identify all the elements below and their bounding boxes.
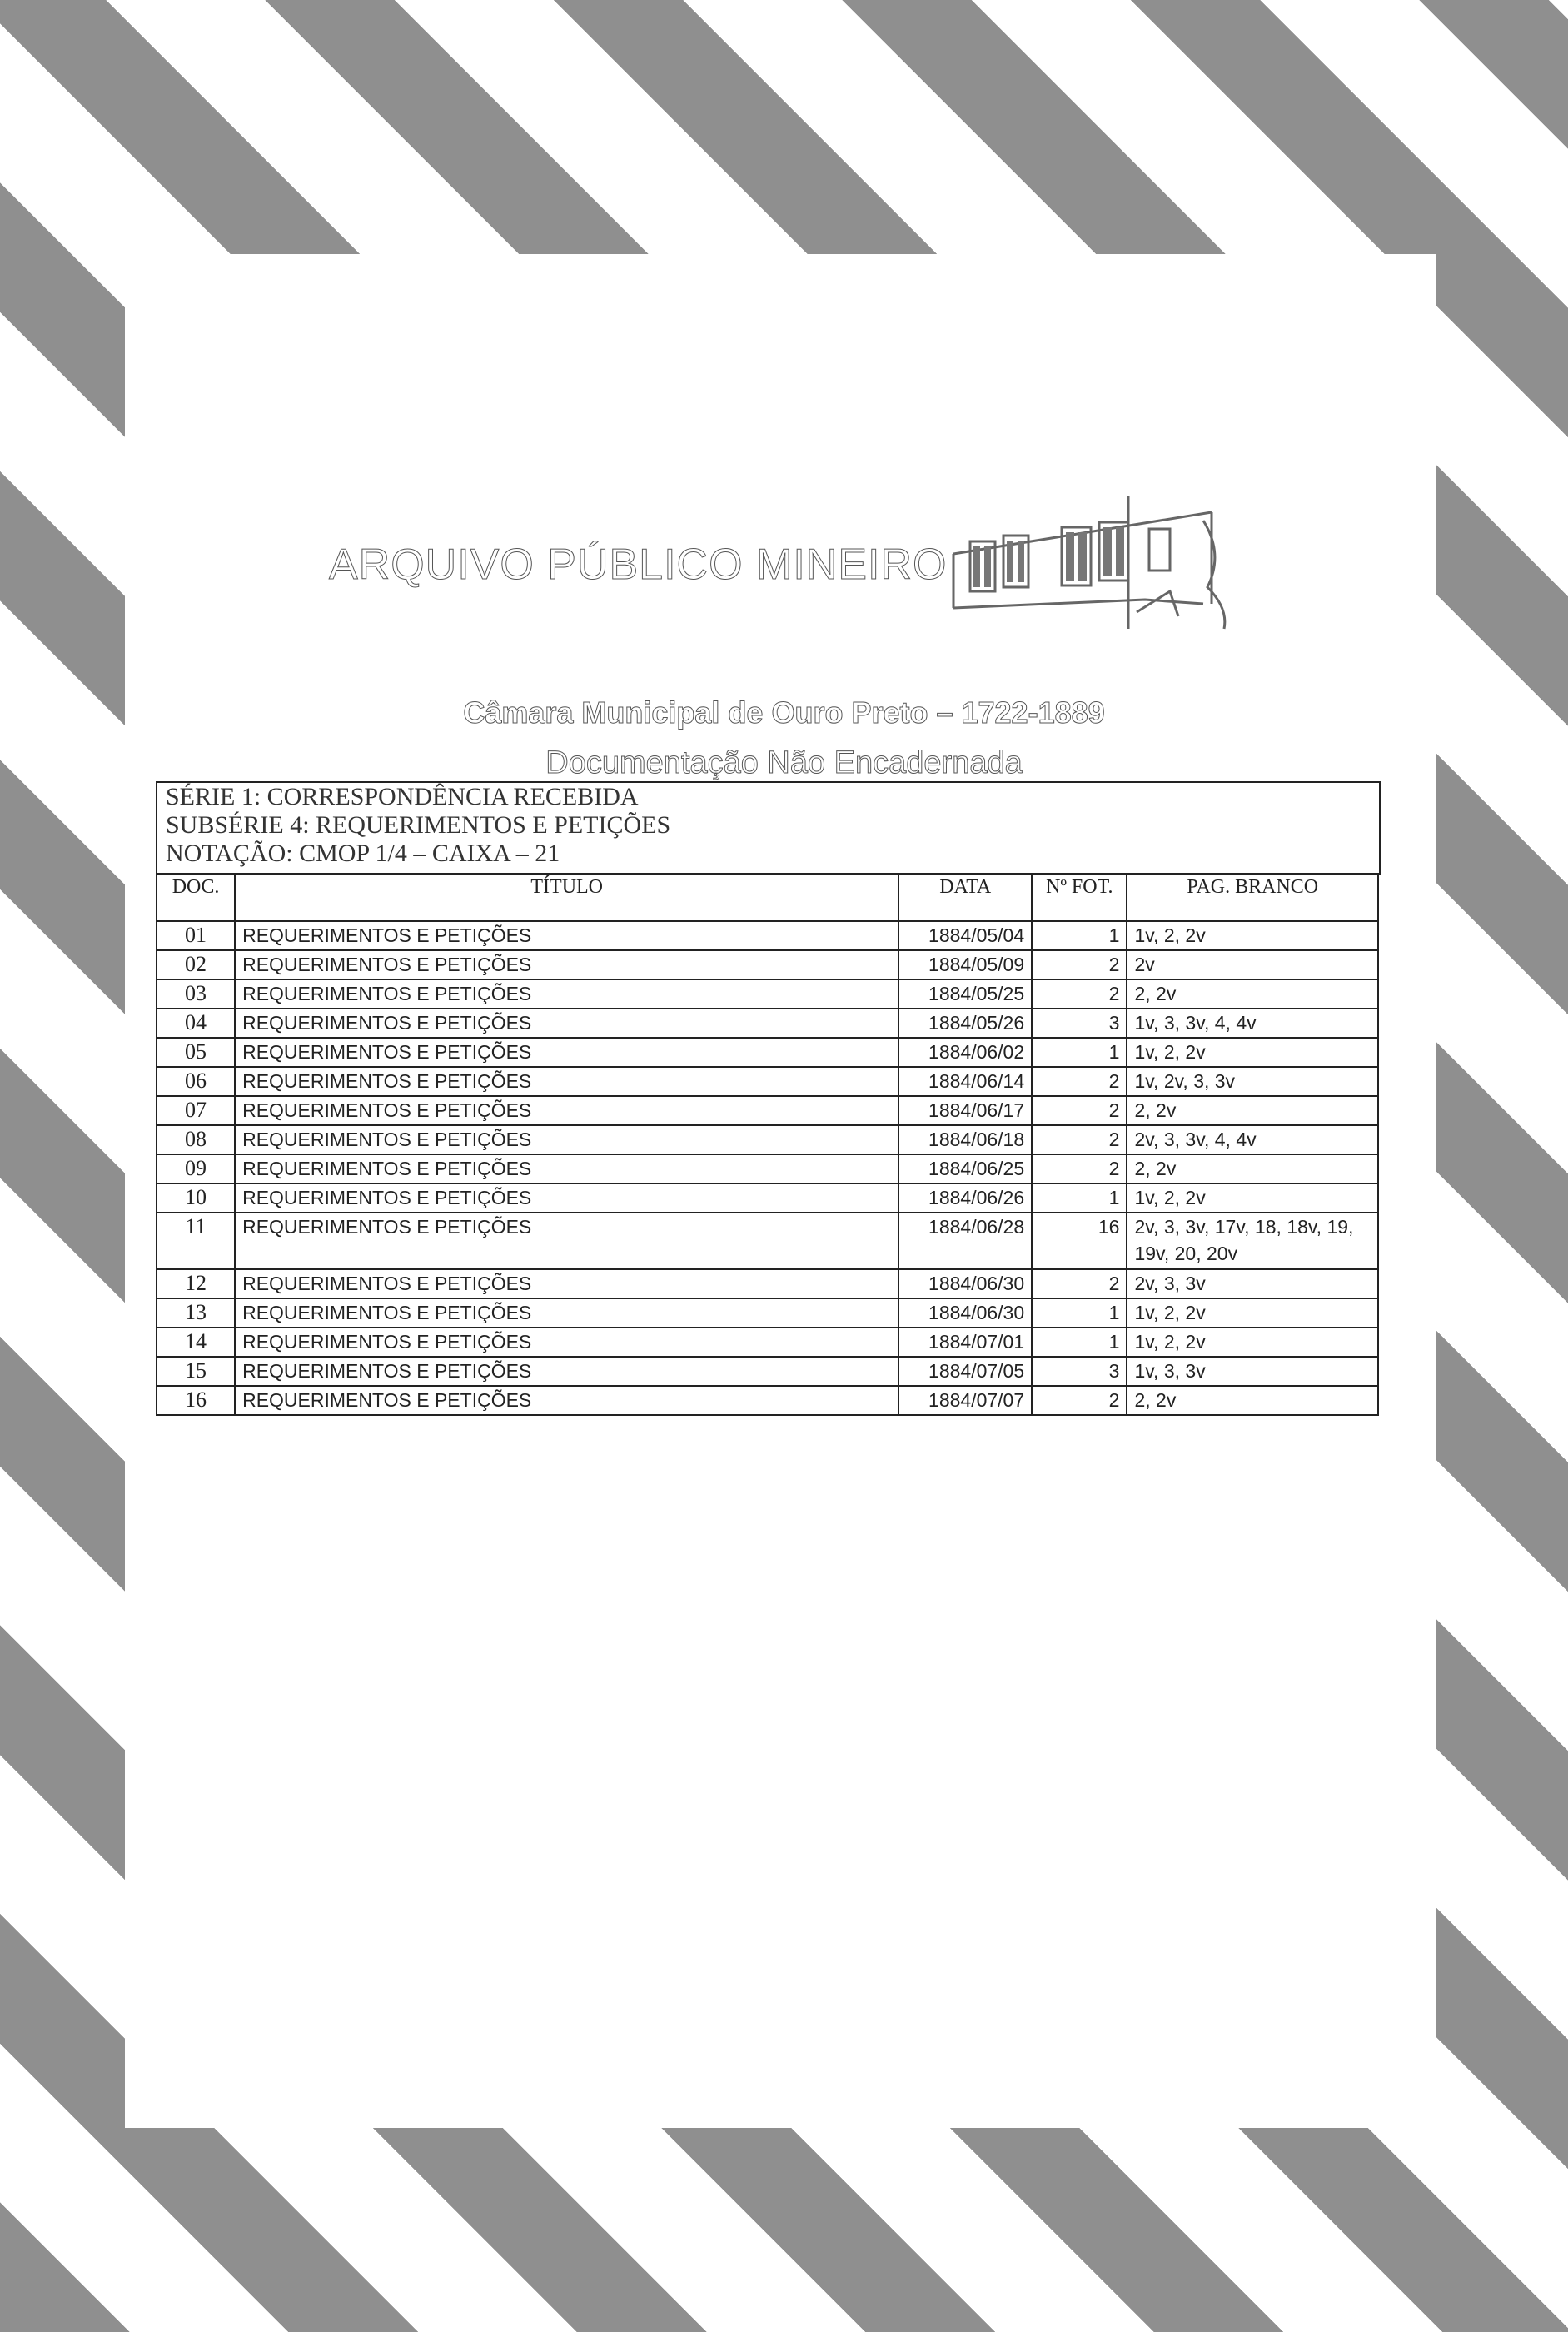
table-row	[157, 1357, 1378, 1386]
cell-titulo: REQUERIMENTOS E PETIÇÕES	[235, 1154, 898, 1183]
serie-line: SÉRIE 1: CORRESPONDÊNCIA RECEBIDA	[166, 783, 639, 810]
table-row	[157, 1125, 1378, 1154]
cell-titulo: REQUERIMENTOS E PETIÇÕES	[235, 1269, 898, 1298]
table-row	[157, 1213, 1378, 1269]
col-data-header: DATA	[898, 874, 1032, 921]
cell-titulo: REQUERIMENTOS E PETIÇÕES	[235, 1386, 898, 1415]
cell-fot: 3	[1032, 1009, 1127, 1038]
cell-pag: 1v, 2, 2v	[1127, 1328, 1378, 1357]
cell-doc: 07	[157, 1096, 235, 1125]
cell-data: 1884/05/26	[898, 1009, 1032, 1038]
col-pag-header: PAG. BRANCO	[1127, 874, 1378, 921]
table-row	[157, 1038, 1378, 1067]
inventory-table	[156, 873, 1379, 1416]
cell-data: 1884/07/01	[898, 1328, 1032, 1357]
cell-fot: 2	[1032, 1386, 1127, 1415]
table-header-row	[157, 874, 1378, 921]
table-row	[157, 1328, 1378, 1357]
cell-pag: 1v, 2, 2v	[1127, 1038, 1378, 1067]
cell-titulo: REQUERIMENTOS E PETIÇÕES	[235, 1096, 898, 1125]
col-fot-header: Nº FOT.	[1032, 874, 1127, 921]
cell-data: 1884/06/17	[898, 1096, 1032, 1125]
collection-title: Documentação Não Encadernada	[545, 745, 1023, 780]
archive-building-logo	[937, 462, 1237, 645]
cell-fot: 3	[1032, 1357, 1127, 1386]
cell-doc: 08	[157, 1125, 235, 1154]
table-row	[157, 1269, 1378, 1298]
cell-fot: 1	[1032, 1328, 1127, 1357]
cell-pag: 2v, 3, 3v, 17v, 18, 18v, 19, 19v, 20, 20v	[1127, 1213, 1378, 1269]
cell-pag: 1v, 2, 2v	[1127, 1298, 1378, 1328]
cell-data: 1884/06/28	[898, 1213, 1032, 1269]
cell-titulo: REQUERIMENTOS E PETIÇÕES	[235, 1213, 898, 1269]
series-info-box	[156, 781, 1381, 874]
cell-fot: 2	[1032, 1096, 1127, 1125]
cell-pag: 2v, 3, 3v	[1127, 1269, 1378, 1298]
cell-doc: 02	[157, 950, 235, 979]
cell-data: 1884/06/02	[898, 1038, 1032, 1067]
table-row	[157, 1154, 1378, 1183]
cell-data: 1884/06/30	[898, 1298, 1032, 1328]
cell-titulo: REQUERIMENTOS E PETIÇÕES	[235, 1125, 898, 1154]
cell-titulo: REQUERIMENTOS E PETIÇÕES	[235, 1357, 898, 1386]
cell-fot: 2	[1032, 1067, 1127, 1096]
cell-titulo: REQUERIMENTOS E PETIÇÕES	[235, 1067, 898, 1096]
cell-fot: 1	[1032, 1183, 1127, 1213]
cell-data: 1884/05/04	[898, 921, 1032, 950]
cell-data: 1884/06/25	[898, 1154, 1032, 1183]
notacao-line: NOTAÇÃO: CMOP 1/4 – CAIXA – 21	[166, 840, 560, 867]
cell-pag: 1v, 2, 2v	[1127, 1183, 1378, 1213]
cell-fot: 1	[1032, 1038, 1127, 1067]
cell-pag: 1v, 3, 3v	[1127, 1357, 1378, 1386]
col-doc-header: DOC.	[157, 874, 235, 921]
cell-data: 1884/07/05	[898, 1357, 1032, 1386]
cell-doc: 04	[157, 1009, 235, 1038]
cell-fot: 2	[1032, 979, 1127, 1009]
cell-doc: 03	[157, 979, 235, 1009]
cell-fot: 1	[1032, 1298, 1127, 1328]
cell-fot: 16	[1032, 1213, 1127, 1269]
cell-fot: 2	[1032, 1125, 1127, 1154]
table-row	[157, 921, 1378, 950]
cell-titulo: REQUERIMENTOS E PETIÇÕES	[235, 1298, 898, 1328]
fund-title: Câmara Municipal de Ouro Preto – 1722-1889	[463, 695, 1105, 730]
table-row	[157, 1183, 1378, 1213]
cell-pag: 2, 2v	[1127, 979, 1378, 1009]
table-row	[157, 1096, 1378, 1125]
cell-doc: 06	[157, 1067, 235, 1096]
cell-pag: 2, 2v	[1127, 1386, 1378, 1415]
cell-pag: 1v, 3, 3v, 4, 4v	[1127, 1009, 1378, 1038]
table-row	[157, 1386, 1378, 1415]
cell-doc: 13	[157, 1298, 235, 1328]
cell-doc: 15	[157, 1357, 235, 1386]
cell-data: 1884/06/30	[898, 1269, 1032, 1298]
table-row	[157, 1009, 1378, 1038]
cell-doc: 09	[157, 1154, 235, 1183]
cell-pag: 1v, 2v, 3, 3v	[1127, 1067, 1378, 1096]
cell-data: 1884/06/14	[898, 1067, 1032, 1096]
col-titulo-header: TÍTULO	[235, 874, 898, 921]
cell-fot: 2	[1032, 950, 1127, 979]
cell-titulo: REQUERIMENTOS E PETIÇÕES	[235, 1009, 898, 1038]
cell-doc: 11	[157, 1213, 235, 1269]
cell-pag: 2, 2v	[1127, 1096, 1378, 1125]
cell-data: 1884/06/26	[898, 1183, 1032, 1213]
cell-pag: 2v, 3, 3v, 4, 4v	[1127, 1125, 1378, 1154]
cell-doc: 12	[157, 1269, 235, 1298]
cell-doc: 10	[157, 1183, 235, 1213]
cell-titulo: REQUERIMENTOS E PETIÇÕES	[235, 921, 898, 950]
cell-titulo: REQUERIMENTOS E PETIÇÕES	[235, 1038, 898, 1067]
cell-fot: 1	[1032, 921, 1127, 950]
cell-doc: 16	[157, 1386, 235, 1415]
table-row	[157, 979, 1378, 1009]
cell-data: 1884/05/09	[898, 950, 1032, 979]
table-row	[157, 1067, 1378, 1096]
cell-doc: 01	[157, 921, 235, 950]
cell-titulo: REQUERIMENTOS E PETIÇÕES	[235, 979, 898, 1009]
cell-pag: 1v, 2, 2v	[1127, 921, 1378, 950]
cell-pag: 2v	[1127, 950, 1378, 979]
cell-data: 1884/06/18	[898, 1125, 1032, 1154]
institution-title: ARQUIVO PÚBLICO MINEIRO	[329, 541, 948, 589]
table-row	[157, 1298, 1378, 1328]
cell-fot: 2	[1032, 1269, 1127, 1298]
cell-titulo: REQUERIMENTOS E PETIÇÕES	[235, 1328, 898, 1357]
cell-doc: 14	[157, 1328, 235, 1357]
subserie-line: SUBSÉRIE 4: REQUERIMENTOS E PETIÇÕES	[166, 811, 671, 839]
cell-fot: 2	[1032, 1154, 1127, 1183]
cell-data: 1884/07/07	[898, 1386, 1032, 1415]
table-row	[157, 950, 1378, 979]
cell-data: 1884/05/25	[898, 979, 1032, 1009]
cell-titulo: REQUERIMENTOS E PETIÇÕES	[235, 1183, 898, 1213]
cell-pag: 2, 2v	[1127, 1154, 1378, 1183]
cell-doc: 05	[157, 1038, 235, 1067]
cell-titulo: REQUERIMENTOS E PETIÇÕES	[235, 950, 898, 979]
